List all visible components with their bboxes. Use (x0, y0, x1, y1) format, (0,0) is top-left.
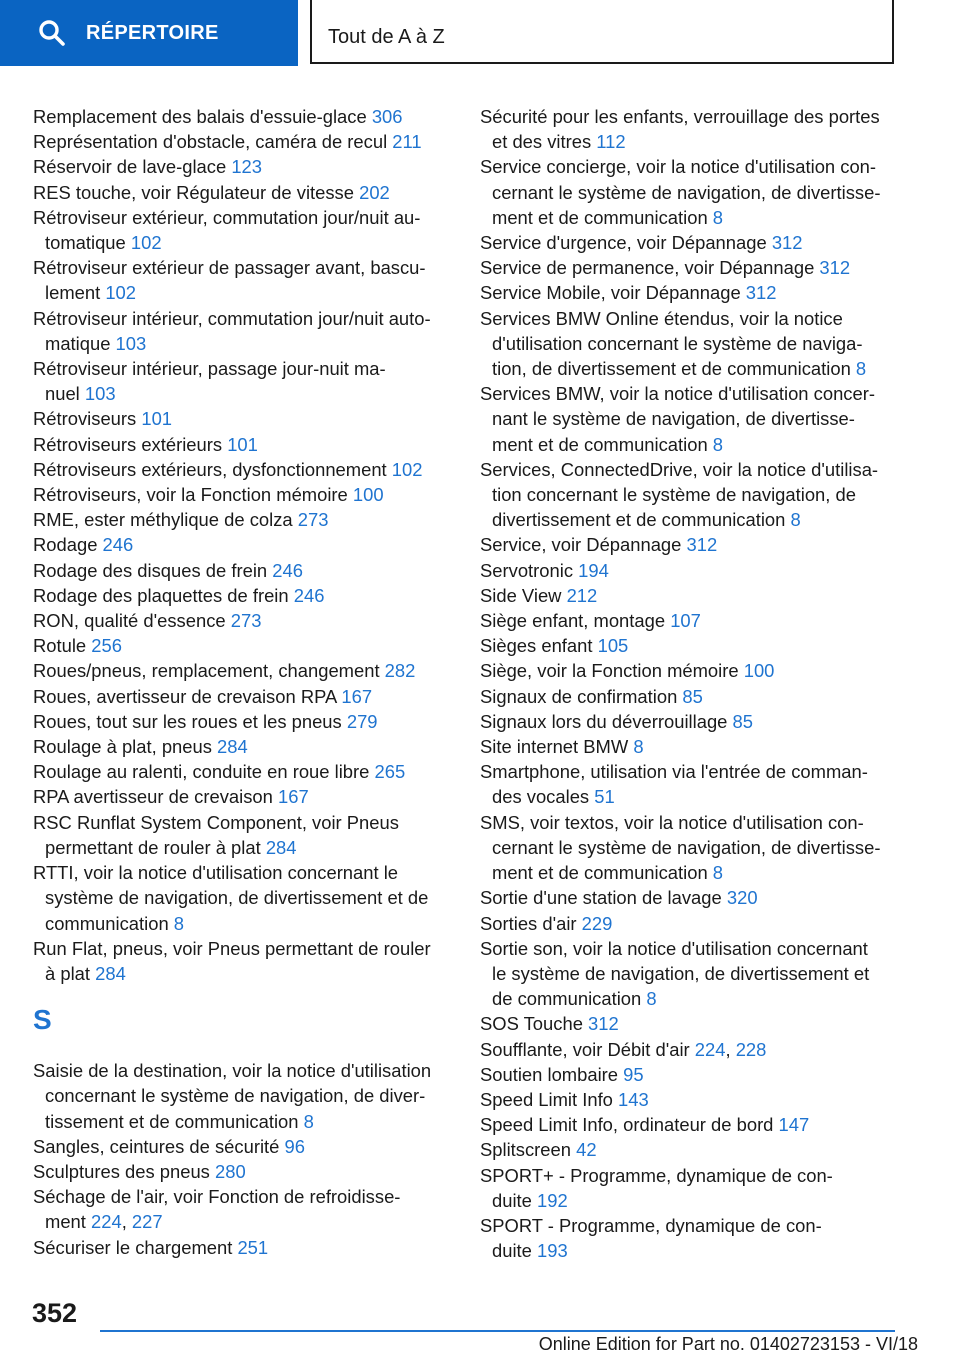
index-entry-text: RON, qualité d'essence (33, 610, 231, 632)
page-reference-link[interactable]: 101 (227, 433, 258, 455)
page-reference-link[interactable]: 95 (623, 1063, 644, 1085)
index-entry (480, 810, 900, 886)
index-entry-text: Service concierge, voir la notice d'utilisation con- (480, 156, 877, 178)
page-reference-link[interactable]: 282 (384, 660, 416, 682)
index-entry-text: RES touche, voir Régulateur de vitesse (33, 181, 360, 203)
index-entry (480, 280, 900, 305)
index-entry-text: Rétroviseurs, voir la Fonction mémoire (33, 484, 353, 506)
index-entry (33, 129, 453, 154)
page-reference-link[interactable]: 123 (231, 156, 262, 178)
index-entry-text: cernant le système de navigation, de divertisse- (492, 836, 881, 858)
index-entry-text: ment et de communication (492, 862, 713, 884)
index-entry-text: communication (45, 912, 174, 934)
index-entry-text: Roulage au ralenti, conduite en roue libre (33, 761, 375, 783)
index-entry-text: Rétroviseurs extérieurs (33, 433, 228, 455)
index-entry-text: Roues/pneus, remplacement, changement (33, 660, 385, 682)
index-entry-text: Roues, tout sur les roues et les pneus (33, 710, 347, 732)
index-entry-text: le système de navigation, de divertissement et (492, 962, 870, 984)
index-entry-text: ment (45, 1211, 91, 1233)
index-entry-text: RME, ester méthylique de colza (33, 509, 298, 531)
index-entry (480, 936, 900, 1012)
index-entry (33, 306, 453, 356)
page-reference-link[interactable]: 284 (217, 736, 248, 758)
index-entry (480, 1163, 900, 1213)
index-entry (33, 658, 453, 683)
index-entry-text: ment et de communication (492, 206, 713, 228)
index-entry (33, 532, 453, 557)
page-reference-link[interactable]: 265 (374, 761, 406, 783)
index-entry-text: Rodage des plaquettes de frein (33, 584, 294, 606)
index-entry-text: Sorties d'air (480, 912, 582, 934)
index-entry-text: Saisie de la destination, voir la notice d'utilisation (33, 1060, 432, 1082)
index-entry-text: Rétroviseur intérieur, passage jour-nuit ma- (33, 358, 386, 380)
index-entry (33, 936, 453, 986)
index-entry-text: Sécurité pour les enfants, verrouillage des portes (480, 106, 880, 127)
index-entry (480, 608, 900, 633)
index-entry-text: permettant de rouler à plat (45, 836, 266, 858)
index-entry-text: Smartphone, utilisation via l'entrée de comman- (480, 761, 868, 783)
page-reference-link[interactable]: 202 (359, 181, 390, 203)
page-reference-link[interactable]: 320 (726, 887, 758, 909)
index-entry-text: concernant le système de navigation, de diver- (45, 1085, 426, 1107)
index-entry (33, 608, 453, 633)
index-entry (33, 558, 453, 583)
index-entry-text: nuel (45, 383, 85, 405)
top-navigation (0, 0, 960, 66)
page-reference-link[interactable]: 193 (537, 1240, 568, 1262)
page-reference-link[interactable]: 102 (105, 282, 136, 304)
index-entry (33, 734, 453, 759)
index-letter-heading: S (33, 1004, 52, 1036)
index-entry-text: Soufflante, voir Débit d'air (480, 1038, 695, 1060)
index-entry (33, 356, 453, 406)
index-entry (33, 457, 453, 482)
page-reference-link[interactable]: 102 (130, 232, 162, 254)
page-reference-link[interactable]: 246 (102, 534, 134, 556)
index-entry-text: SOS Touche (480, 1013, 589, 1035)
index-entry (480, 457, 900, 533)
index-column-left (33, 104, 453, 1260)
index-entry (33, 810, 453, 860)
page-reference-link[interactable]: 312 (771, 232, 803, 254)
index-entry-text: tissement et de communication (45, 1110, 304, 1132)
index-entry-text: tion, de divertissement et de communication (492, 358, 856, 380)
index-entry-text: Rodage des disques de frein (33, 559, 273, 581)
index-entry-text: Sortie son, voir la notice d'utilisation concernant (480, 937, 868, 959)
page-reference-link[interactable]: 312 (588, 1013, 619, 1035)
index-entry (480, 583, 900, 608)
page-reference-link[interactable]: 312 (686, 534, 718, 556)
page-reference-link[interactable]: 273 (297, 509, 329, 531)
index-entry (33, 255, 453, 305)
index-entry (480, 1062, 900, 1087)
index-entry (480, 1087, 900, 1112)
index-entry-text: Sortie d'une station de lavage (480, 887, 727, 909)
page-reference-link[interactable]: 100 (352, 484, 384, 506)
index-entry-text: Roues, avertisseur de crevaison RPA (33, 685, 342, 707)
index-entry-text: Site internet BMW (480, 736, 634, 758)
page-reference-link[interactable]: 279 (346, 710, 378, 732)
index-entry (480, 558, 900, 583)
index-entry-text: Servotronic (480, 559, 579, 581)
footer-divider (100, 1330, 895, 1332)
index-entry-text: Rétroviseur extérieur, commutation jour/nuit au- (33, 206, 421, 228)
page-reference-link[interactable]: 8 (855, 358, 867, 380)
index-entry-text: Run Flat, pneus, voir Pneus permettant de rouler (33, 937, 431, 959)
page-reference-link[interactable]: 147 (778, 1114, 810, 1136)
index-entry-text: Soutien lombaire (480, 1063, 624, 1085)
page-reference-link[interactable]: 85 (732, 710, 753, 732)
index-entry-text: ment et de communication (492, 433, 713, 455)
page-reference-link[interactable]: 246 (293, 584, 325, 606)
directory-tab[interactable] (0, 0, 298, 66)
index-entry-text: cernant le système de navigation, de divertisse- (492, 181, 881, 203)
index-entry (480, 104, 900, 154)
page-reference-link[interactable]: 192 (537, 1189, 568, 1211)
index-entry (33, 633, 453, 658)
index-entry-text: système de navigation, de divertissement et de (45, 887, 429, 909)
index-entry: Séchage de l'air, voir Fonction de refroidisse- ment 224, 227 (33, 1186, 401, 1233)
index-entry (480, 154, 900, 230)
index-entry-text: SPORT+ - Programme, dynamique de con- (480, 1164, 833, 1186)
index-entry-text: Speed Limit Info (480, 1088, 619, 1110)
index-entry-text: Services BMW Online étendus, voir la notice (480, 307, 843, 329)
index-entry-text: Service, voir Dépannage (480, 534, 687, 556)
index-entry (480, 709, 900, 734)
index-entry-text: duite (492, 1240, 537, 1262)
index-entry (480, 633, 900, 658)
page-reference-link[interactable]: 107 (670, 610, 701, 632)
page-reference-link[interactable]: 103 (84, 383, 116, 405)
index-entry-text: et des vitres (492, 131, 597, 153)
page-reference-link[interactable]: 85 (682, 685, 703, 707)
page-reference-link[interactable]: 227 (131, 1211, 163, 1233)
page-reference-link[interactable]: 8 (173, 912, 185, 934)
directory-tab-label: RÉPERTOIRE (86, 22, 219, 44)
index-entry-text: RPA avertisseur de crevaison (33, 786, 278, 808)
page-reference-link[interactable]: 246 (272, 559, 303, 581)
index-entry (480, 532, 900, 557)
index-entry-text: tion concernant le système de navigation, de (492, 484, 856, 506)
page-reference-link[interactable]: 224 (91, 1211, 122, 1233)
page-reference-link[interactable]: 112 (596, 131, 626, 153)
index-entry-text: divertissement et de communication (492, 509, 791, 531)
page-reference-link[interactable]: 312 (819, 257, 851, 279)
page-reference-link[interactable]: 167 (341, 685, 373, 707)
index-entry (480, 1137, 900, 1162)
page-reference-link[interactable]: 312 (745, 282, 777, 304)
index-entry (480, 1213, 900, 1263)
page-reference-link[interactable]: 8 (712, 433, 724, 455)
page-reference-link[interactable]: 284 (95, 962, 126, 984)
index-entry (480, 684, 900, 709)
page-reference-link[interactable]: 8 (303, 1110, 314, 1132)
index-entry-text: à plat (45, 962, 96, 984)
index-entry (33, 432, 453, 457)
index-entry-text: RTTI, voir la notice d'utilisation concernant le (33, 862, 399, 884)
index-entry (33, 583, 453, 608)
page-reference-link[interactable]: 8 (633, 736, 644, 758)
index-entry-text: tomatique (45, 232, 131, 254)
index-entry (480, 255, 900, 280)
index-entry (33, 406, 453, 431)
index-entry-text: Rétroviseurs extérieurs, dysfonctionnement (33, 458, 392, 480)
index-entry (480, 885, 900, 910)
index-entry-text: Représentation d'obstacle, caméra de recul (33, 131, 393, 153)
page-reference-link[interactable]: 212 (566, 584, 598, 606)
index-entry-text: Services, ConnectedDrive, voir la notice d'utilisa- (480, 458, 879, 480)
page-reference-link[interactable]: 224 (694, 1038, 726, 1060)
page-reference-link[interactable]: 8 (790, 509, 801, 531)
index-entry (33, 1058, 453, 1134)
page-reference-link[interactable]: 102 (391, 458, 423, 480)
page-reference-link[interactable]: 143 (618, 1088, 649, 1110)
page-reference-link[interactable]: 273 (230, 610, 262, 632)
index-entry-text: d'utilisation concernant le système de naviga- (492, 332, 863, 354)
index-entry-text: Signaux de confirmation (480, 685, 683, 707)
index-entry-text: Service de permanence, voir Dépannage (480, 257, 820, 279)
index-entry-text: nant le système de navigation, de divertisse- (492, 408, 855, 430)
index-entry (33, 507, 453, 532)
page-number: 352 (32, 1298, 78, 1328)
index-entry-text: Sièges enfant (480, 635, 598, 657)
page-reference-link[interactable]: 280 (214, 1160, 246, 1182)
index-entry (33, 180, 453, 205)
index-entry-text: duite (492, 1189, 537, 1211)
index-entry-text: Splitscreen (480, 1139, 577, 1161)
index-entry-text: Service d'urgence, voir Dépannage (480, 232, 772, 254)
page-reference-link[interactable]: 211 (392, 131, 422, 153)
index-entry (33, 154, 453, 179)
index-entry (33, 205, 453, 255)
index-entry (33, 482, 453, 507)
footer-edition: Online Edition for Part no. 01402723153 - VI/18 (538, 1334, 918, 1354)
index-entry (480, 734, 900, 759)
index-entry-text: Signaux lors du déverrouillage (480, 710, 733, 732)
index-entry (33, 860, 453, 936)
a-to-z-tab-label: Tout de A à Z (328, 26, 445, 48)
page-reference-link[interactable]: 8 (712, 206, 724, 228)
index-entry-text: Services BMW, voir la notice d'utilisation concer- (480, 383, 875, 405)
index-entry (33, 1134, 453, 1159)
index-entry-text: de communication (492, 988, 647, 1010)
index-entry (480, 1011, 900, 1036)
index-entry (33, 684, 453, 709)
index-entry-text: Sangles, ceintures de sécurité (33, 1135, 285, 1157)
page-reference-link[interactable]: 8 (646, 988, 657, 1010)
page-reference-link[interactable]: 96 (284, 1135, 305, 1157)
index-entry-text: lement (45, 282, 106, 304)
a-to-z-tab[interactable] (310, 0, 894, 64)
index-entry-text: Rétroviseur intérieur, commutation jour/nuit auto- (33, 307, 431, 329)
page-reference-link[interactable]: 42 (576, 1139, 597, 1161)
page-reference-link[interactable]: 105 (597, 635, 629, 657)
index-entry (480, 759, 900, 809)
index-entry (480, 230, 900, 255)
index-entry-text: Remplacement des balais d'essuie-glace (33, 106, 372, 127)
page-reference-link[interactable]: 167 (277, 786, 309, 808)
index-entry-text: matique (45, 332, 116, 354)
page-reference-link[interactable]: 256 (91, 635, 122, 657)
index-entry (480, 306, 900, 382)
index-entry (33, 784, 453, 809)
index-entry-text: Rotule (33, 635, 92, 657)
index-entry-text: Rétroviseurs (33, 408, 142, 430)
index-entry-text: Rétroviseur extérieur de passager avant, bascu- (33, 257, 426, 279)
index-entry: Soufflante, voir Débit d'air 224, 228 (480, 1038, 767, 1060)
index-entry (33, 1235, 453, 1260)
page-reference-link[interactable]: 100 (743, 660, 775, 682)
index-entry-text: Séchage de l'air, voir Fonction de refroidisse- (33, 1186, 401, 1208)
page-reference-link[interactable]: 101 (141, 408, 173, 430)
index-entry-text: RSC Runflat System Component, voir Pneus (33, 811, 399, 833)
page-reference-link[interactable]: 194 (578, 559, 609, 581)
search-icon (38, 19, 66, 47)
index-entry-text: Speed Limit Info, ordinateur de bord (480, 1114, 779, 1136)
page-reference-link[interactable]: 103 (115, 332, 147, 354)
page-reference-link[interactable]: 284 (265, 836, 297, 858)
index-column-right (480, 104, 900, 1263)
index-entry (33, 104, 453, 129)
index-entry-text: Sculptures des pneus (33, 1160, 215, 1182)
page-reference-link[interactable]: 229 (581, 912, 613, 934)
index-entry (480, 911, 900, 936)
index-entry-text: Roulage à plat, pneus (33, 736, 218, 758)
page-reference-link[interactable]: 306 (371, 106, 403, 127)
index-entry (480, 381, 900, 457)
index-entry-text: Service Mobile, voir Dépannage (480, 282, 746, 304)
index-entry-text: Rodage (33, 534, 103, 556)
index-entry-text: Siège, voir la Fonction mémoire (480, 660, 744, 682)
page-reference-link[interactable]: 251 (237, 1236, 269, 1258)
index-entry (33, 759, 453, 784)
index-entry-text: SPORT - Programme, dynamique de con- (480, 1214, 822, 1236)
index-entry-text: Side View (480, 584, 567, 606)
page-reference-link[interactable]: 228 (735, 1038, 767, 1060)
index-entry-text: des vocales (492, 786, 595, 808)
index-entry (33, 709, 453, 734)
index-entry-text: Sécuriser le chargement (33, 1236, 238, 1258)
page-reference-link[interactable]: 51 (594, 786, 615, 808)
page-reference-link[interactable]: 8 (712, 862, 724, 884)
index-entry (480, 1112, 900, 1137)
index-entry (480, 658, 900, 683)
index-entry-text: Siège enfant, montage (480, 610, 671, 632)
index-entry (33, 1159, 453, 1184)
index-entry-text: Réservoir de lave-glace (33, 156, 232, 178)
index-entry-text: SMS, voir textos, voir la notice d'utilisation con- (480, 811, 864, 833)
